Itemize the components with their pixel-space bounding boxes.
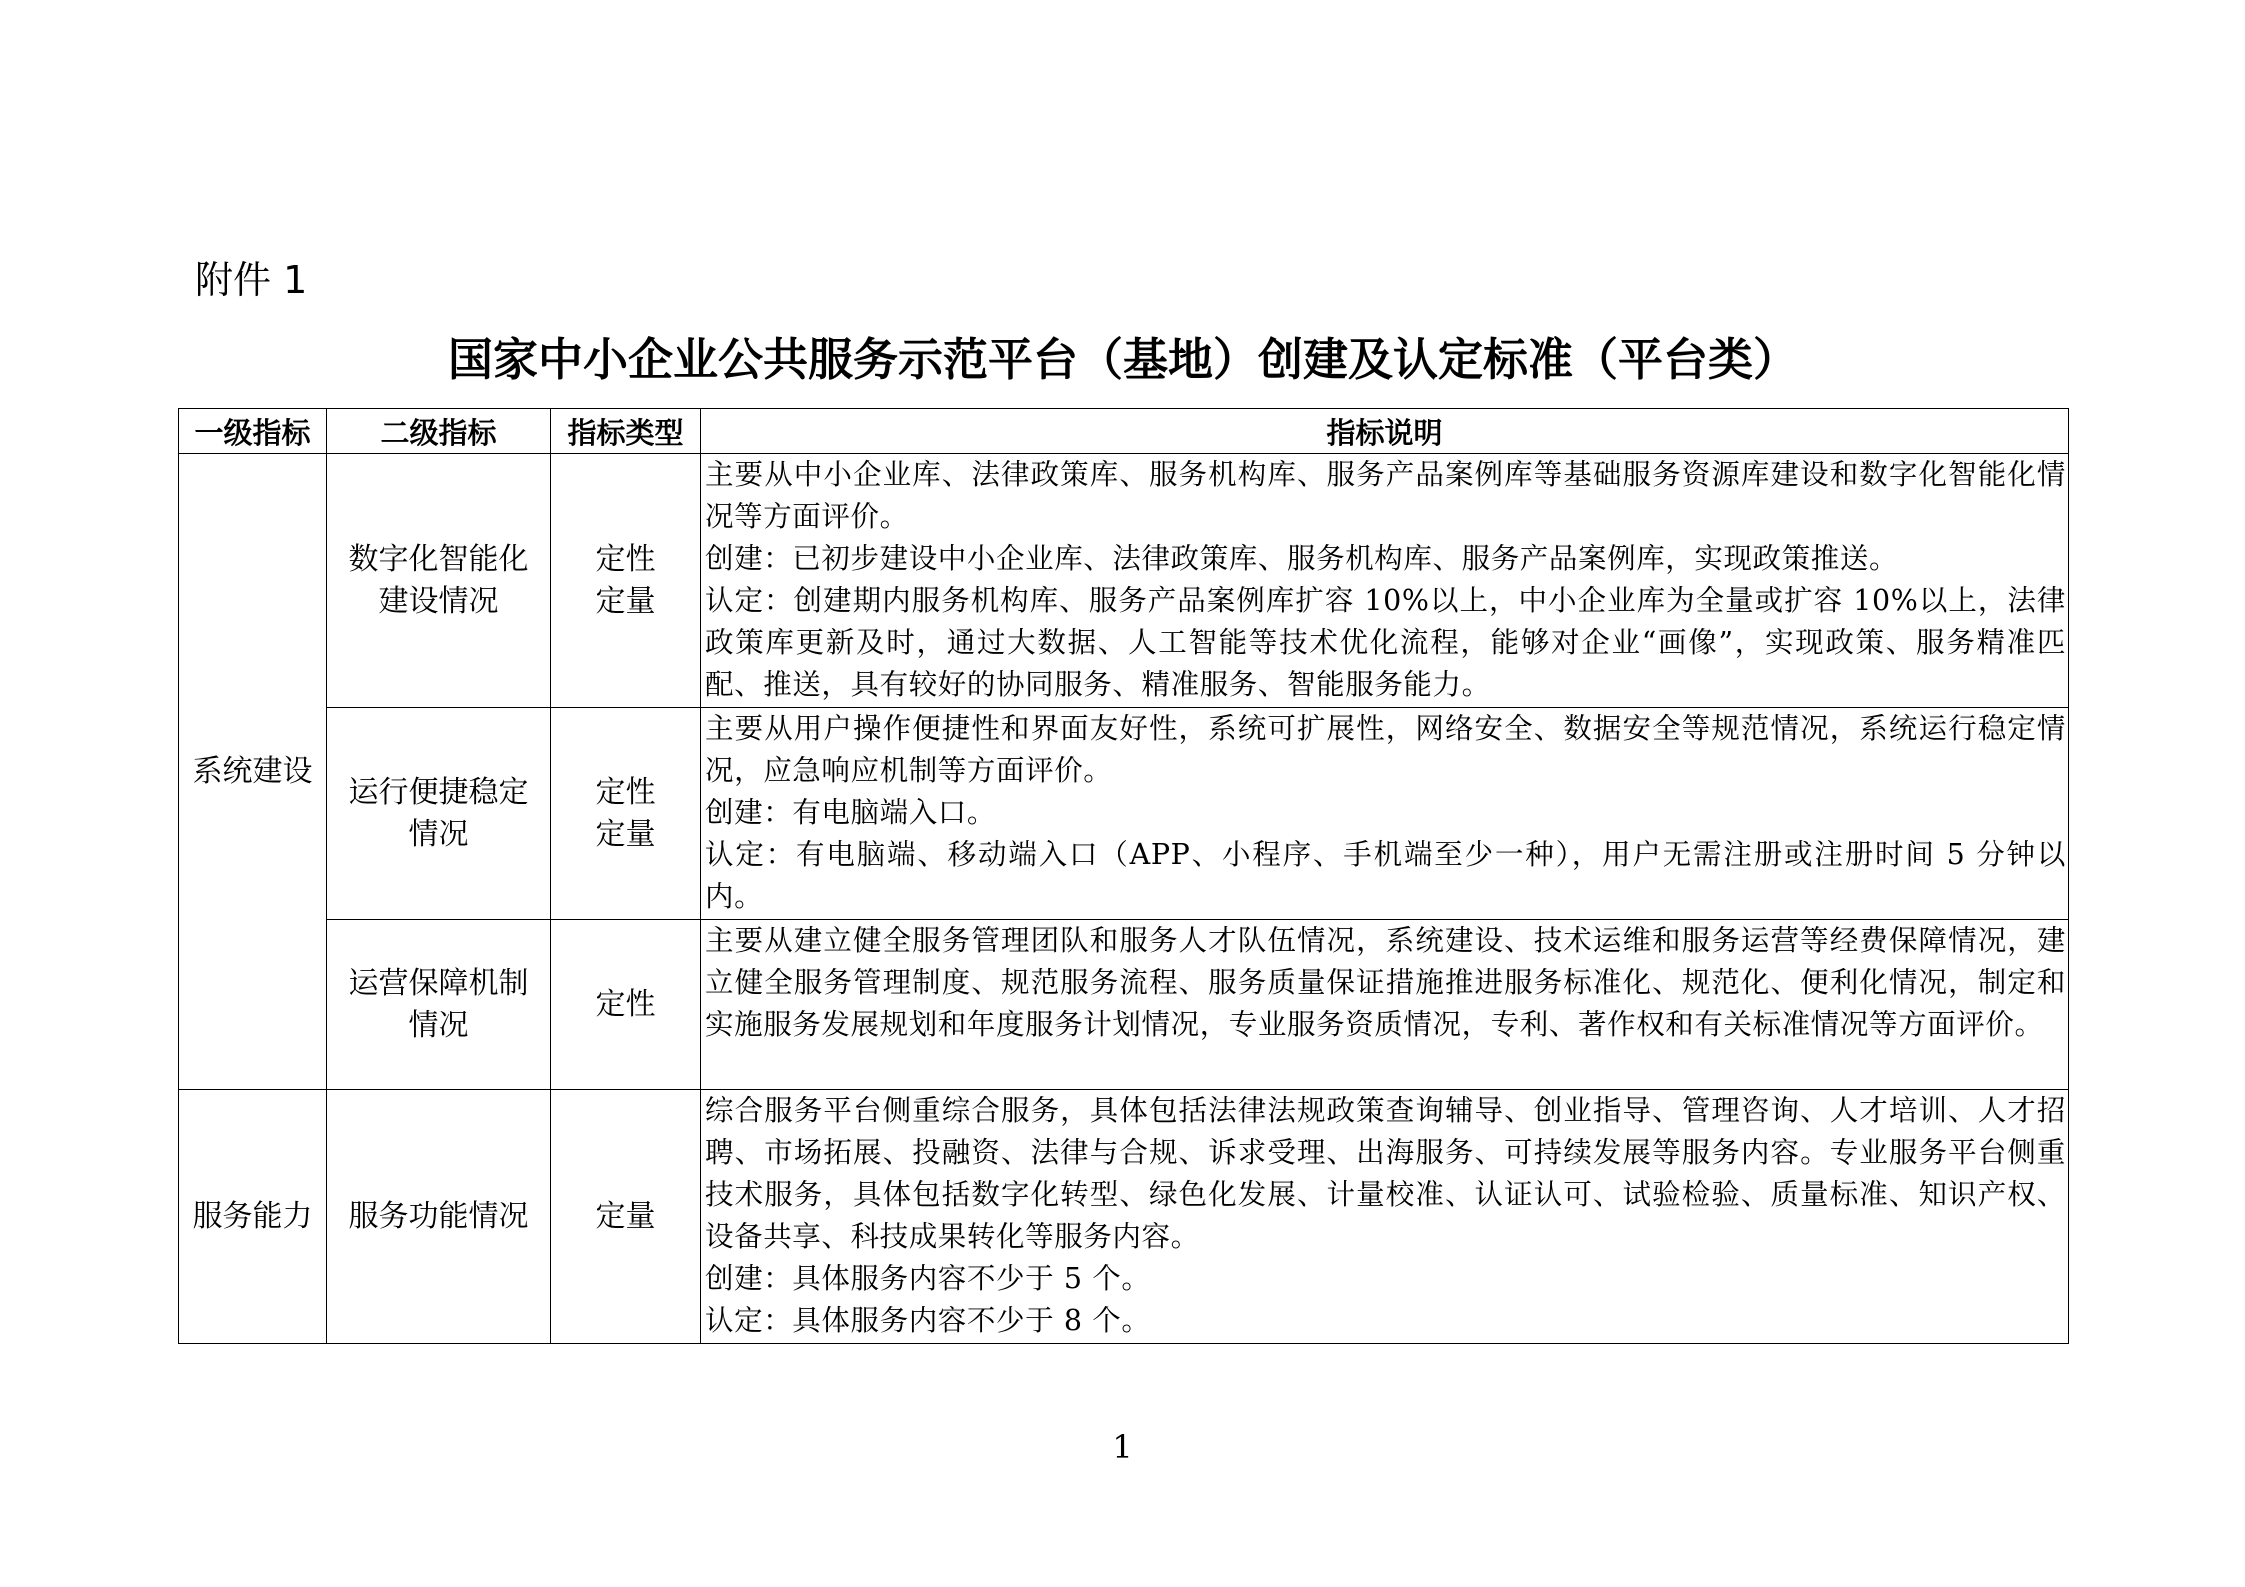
description-paragraph: 创建：有电脑端入口。 xyxy=(705,796,997,829)
description-paragraph: 认定：创建期内服务机构库、服务产品案例库扩容 10%以上，中小企业库为全量或扩容 10%以上，法律政策库更新及时，通过大数据、人工智能等技术优化流程，能够对企业“画像”，实现政策、服务精准匹配、推送，具有较好的协同服务、精准服务、智能服务能力。 xyxy=(705,584,2066,701)
level2-cell: 数字化智能化 建设情况 xyxy=(327,454,551,708)
level2-cell: 服务功能情况 xyxy=(327,1090,551,1344)
level1-cell: 服务能力 xyxy=(179,1090,327,1344)
table-header-row xyxy=(179,409,2069,454)
description-paragraph: 主要从建立健全服务管理团队和服务人才队伍情况，系统建设、技术运维和服务运营等经费保障情况，建立健全服务管理制度、规范服务流程、服务质量保证措施推进服务标准化、规范化、便利化情况，制定和实施服务发展规划和年度服务计划情况，专业服务资质情况，专利、著作权和有关标准情况等方面评价。 xyxy=(705,924,2066,1041)
page-number: 1 xyxy=(1112,1428,1133,1466)
type-cell: 定量 xyxy=(551,1090,701,1344)
level2-cell: 运行便捷稳定 情况 xyxy=(327,708,551,920)
document-title: 国家中小企业公共服务示范平台（基地）创建及认定标准（平台类） xyxy=(447,333,1798,386)
description-paragraph: 创建：具体服务内容不少于 5 个。 xyxy=(705,1262,1151,1295)
description-paragraph: 主要从用户操作便捷性和界面友好性，系统可扩展性，网络安全、数据安全等规范情况，系统运行稳定情况，应急响应机制等方面评价。 xyxy=(705,712,2066,787)
header-type: 指标类型 xyxy=(551,409,701,454)
description-paragraph: 主要从中小企业库、法律政策库、服务机构库、服务产品案例库等基础服务资源库建设和数字化智能化情况等方面评价。 xyxy=(705,458,2066,533)
level2-cell: 运营保障机制 情况 xyxy=(327,920,551,1090)
description-paragraph: 综合服务平台侧重综合服务，具体包括法律法规政策查询辅导、创业指导、管理咨询、人才培训、人才招聘、市场拓展、投融资、法律与合规、诉求受理、出海服务、可持续发展等服务内容。专业服务平台侧重技术服务，具体包括数字化转型、绿色化发展、计量校准、认证认可、试验检验、质量标准、知识产权、设备共享、科技成果转化等服务内容。 xyxy=(705,1094,2066,1253)
description-paragraph: 认定：有电脑端、移动端入口（APP、小程序、手机端至少一种），用户无需注册或注册时间 5 分钟以内。 xyxy=(705,838,2066,913)
description-cell xyxy=(701,920,2069,1090)
annex-label: 附件 1 xyxy=(195,258,308,302)
description-paragraph: 认定：具体服务内容不少于 8 个。 xyxy=(705,1304,1151,1337)
description-paragraph: 创建：已初步建设中小企业库、法律政策库、服务机构库、服务产品案例库，实现政策推送。 xyxy=(705,542,1899,575)
table-row xyxy=(179,454,2069,708)
header-level1: 一级指标 xyxy=(179,409,327,454)
header-description: 指标说明 xyxy=(701,409,2069,454)
description-cell xyxy=(701,708,2069,920)
type-cell: 定性 定量 xyxy=(551,454,701,708)
description-cell xyxy=(701,454,2069,708)
description-cell xyxy=(701,1090,2069,1344)
type-cell: 定性 xyxy=(551,920,701,1090)
level1-cell: 系统建设 xyxy=(179,454,327,1090)
table-row xyxy=(179,1090,2069,1344)
header-level2: 二级指标 xyxy=(327,409,551,454)
table-row xyxy=(179,920,2069,1090)
type-cell: 定性 定量 xyxy=(551,708,701,920)
table-row xyxy=(179,708,2069,920)
standards-table xyxy=(178,408,2069,1344)
